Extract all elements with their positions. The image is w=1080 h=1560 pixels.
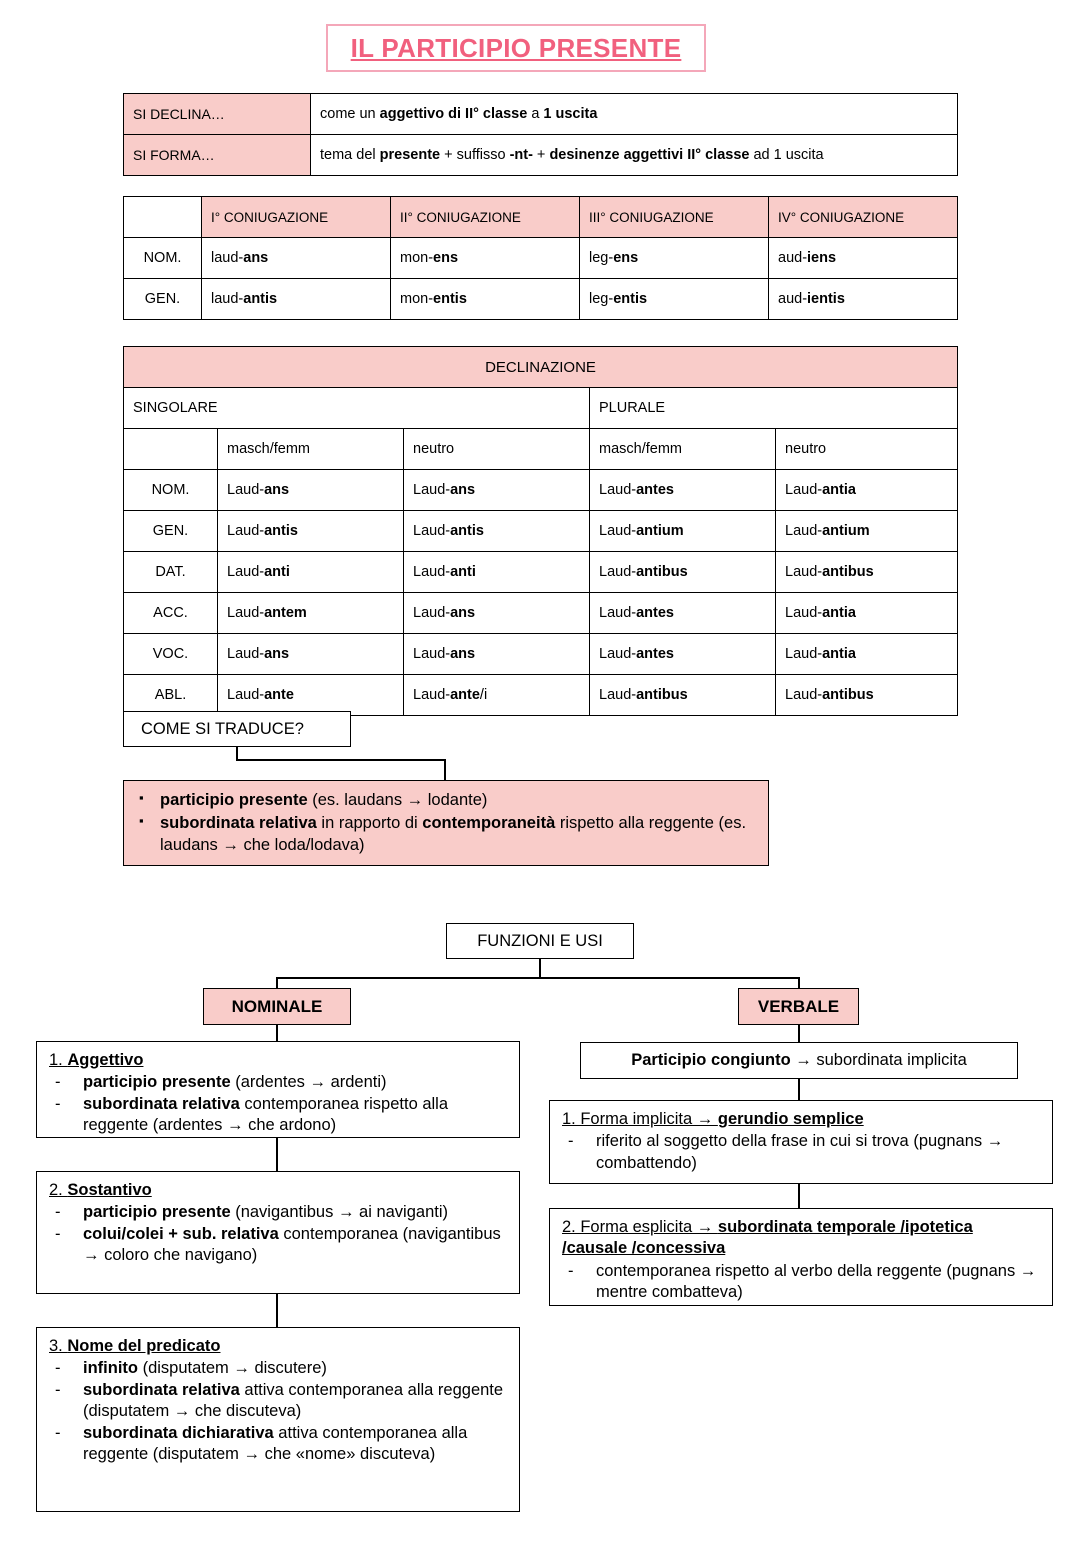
box-nominale <box>203 988 351 1025</box>
stem: laud- <box>211 291 244 307</box>
text-fragment-bold: aggettivo di II° classe <box>379 106 528 122</box>
text-fragment: rispetto alla reggente (es. laudans → che loda/lodava) <box>160 813 747 854</box>
case-label: VOC. <box>124 634 218 675</box>
text-fragment-bold: subordinata relativa <box>83 1380 240 1399</box>
heading-number: 1. <box>49 1051 68 1069</box>
table-header-row <box>124 197 958 238</box>
case-label: ACC. <box>124 593 218 634</box>
box-come-si-traduce <box>123 711 351 747</box>
cell-form <box>769 238 958 279</box>
stem: Laud- <box>785 482 823 498</box>
stem: Laud- <box>785 646 823 662</box>
text-fragment-bold: participio presente <box>83 1073 231 1092</box>
text-fragment: contemporanea rispetto al verbo della reggente (pugnans → mentre combatteva) <box>596 1261 1037 1302</box>
cell-form <box>218 634 404 675</box>
stem: Laud- <box>413 564 451 580</box>
page-title-box <box>326 24 706 72</box>
text-fragment: + suffisso <box>440 147 510 163</box>
text-fragment-bold: subordinata relativa <box>160 813 317 832</box>
list-item <box>562 1261 1042 1304</box>
table-row <box>124 511 958 552</box>
case-label: GEN. <box>124 511 218 552</box>
table-row <box>124 634 958 675</box>
stem: Laud- <box>599 646 637 662</box>
list-item <box>160 813 756 857</box>
cell-form <box>580 238 769 279</box>
stem: Laud- <box>785 523 823 539</box>
table-header-row <box>124 429 958 470</box>
list-item <box>160 790 756 812</box>
ending: anti <box>264 564 290 580</box>
list-item <box>49 1202 509 1223</box>
table-row <box>124 279 958 320</box>
stem: Laud- <box>785 564 823 580</box>
ending: antia <box>822 482 856 498</box>
heading-text-bold: subordinata temporale /ipotetica /causale /concessiva <box>562 1218 973 1258</box>
stem: Laud- <box>785 687 823 703</box>
ending: antes <box>636 646 674 662</box>
text-fragment-bold: desinenze aggettivi II° classe <box>549 147 750 163</box>
table-row <box>124 238 958 279</box>
table-number-row <box>124 388 958 429</box>
page-title: IL PARTICIPIO PRESENTE <box>350 32 682 63</box>
box-funzioni-e-usi <box>446 923 634 959</box>
list-item <box>49 1380 509 1423</box>
table-declina-forma <box>123 93 958 176</box>
connector-aggettivo-sostantivo <box>276 1138 278 1171</box>
text-fragment-bold: infinito <box>83 1359 138 1378</box>
stem: Laud- <box>413 605 451 621</box>
box-traduzione-content <box>123 780 769 866</box>
ending: antes <box>636 482 674 498</box>
header-plur-maschfemm: masch/femm <box>590 429 776 470</box>
text-fragment-bold: colui/colei + sub. relativa <box>83 1224 279 1243</box>
box-aggettivo <box>36 1041 520 1138</box>
ending: antium <box>822 523 870 539</box>
cell-form <box>218 511 404 552</box>
heading-text: 1. Forma implicita → <box>562 1110 718 1128</box>
ending: ante <box>450 687 480 703</box>
heading-text-bold: gerundio semplice <box>717 1110 864 1128</box>
stem: Laud- <box>413 523 451 539</box>
table-title-row <box>124 347 958 388</box>
list-item <box>562 1131 1042 1174</box>
box-participio-congiunto <box>580 1042 1018 1079</box>
row-value-si-declina <box>311 94 958 135</box>
heading-text: Aggettivo <box>67 1051 144 1069</box>
text-fragment: tema del <box>320 147 380 163</box>
header-coniugazione-2: II° CONIUGAZIONE <box>391 197 580 238</box>
list-item <box>49 1358 509 1379</box>
text-fragment-bold: subordinata dichiarativa <box>83 1423 274 1442</box>
text-fragment-bold: Participio congiunto <box>631 1051 791 1069</box>
ending: ens <box>613 250 639 266</box>
stem: Laud- <box>599 687 637 703</box>
case-label: ABL. <box>124 675 218 716</box>
suffix: /i <box>479 687 488 703</box>
ending: antibus <box>636 687 688 703</box>
stem: Laud- <box>413 687 451 703</box>
header-empty <box>124 429 218 470</box>
text-fragment: (ardentes → ardenti) <box>230 1073 387 1092</box>
text-fragment: attiva contemporanea alla reggente (disputatem → che «nome» discuteva) <box>83 1423 468 1464</box>
stem: Laud- <box>599 564 637 580</box>
box-forma-implicita <box>549 1100 1053 1184</box>
stem: Laud- <box>227 605 265 621</box>
heading-aggettivo <box>49 1050 509 1071</box>
cell-form <box>404 675 590 716</box>
table-row <box>124 593 958 634</box>
stem: Laud- <box>227 646 265 662</box>
heading-text: Nome del predicato <box>67 1337 221 1355</box>
header-coniugazione-3: III° CONIUGAZIONE <box>580 197 769 238</box>
label-verbale: VERBALE <box>757 996 840 1016</box>
text-fragment-bold: participio presente <box>83 1203 231 1222</box>
cell-form <box>590 675 776 716</box>
stem: leg- <box>589 250 614 266</box>
stem: Laud- <box>227 523 265 539</box>
label-funzioni-e-usi: FUNZIONI E USI <box>477 931 603 950</box>
cell-form <box>590 634 776 675</box>
header-sing-maschfemm: masch/femm <box>218 429 404 470</box>
connector-verbale-down <box>798 1025 800 1042</box>
table-coniugazioni <box>123 196 958 320</box>
cell-form <box>202 238 391 279</box>
stem: Laud- <box>227 482 265 498</box>
ending: ans <box>450 646 476 662</box>
stem: Laud- <box>599 482 637 498</box>
heading-nome-del-predicato <box>49 1336 509 1357</box>
stem: mon- <box>400 250 434 266</box>
ending: ans <box>243 250 269 266</box>
cell-form <box>590 470 776 511</box>
stem: Laud- <box>413 482 451 498</box>
connector-funzioni-bar <box>276 977 800 979</box>
connector-implicita-esplicita <box>798 1184 800 1208</box>
connector-nominale-down <box>276 1025 278 1042</box>
text-fragment: → subordinata implicita <box>790 1051 967 1069</box>
heading-number: 3. <box>49 1337 68 1355</box>
table-row <box>124 470 958 511</box>
stem: mon- <box>400 291 434 307</box>
label-participio-congiunto <box>631 1051 967 1070</box>
cell-form <box>590 593 776 634</box>
text-fragment-bold: -nt- <box>509 147 533 163</box>
text-fragment: contemporanea rispetto alla reggente (ardentes → che ardono) <box>83 1094 449 1135</box>
cell-form <box>776 552 958 593</box>
heading-text: Sostantivo <box>67 1181 152 1199</box>
stem: laud- <box>211 250 244 266</box>
stem: leg- <box>589 291 614 307</box>
heading-text: 2. Forma esplicita → <box>562 1218 718 1236</box>
text-fragment: + <box>532 147 550 163</box>
label-come-si-traduce: COME SI TRADUCE? <box>141 719 304 738</box>
table-row <box>124 94 958 135</box>
box-sostantivo <box>36 1171 520 1294</box>
text-fragment-bold: participio presente <box>160 791 308 809</box>
text-fragment: in rapporto di <box>316 813 423 832</box>
case-label: NOM. <box>124 238 202 279</box>
ending: antis <box>243 291 278 307</box>
text-fragment: (disputatem → discutere) <box>137 1359 327 1378</box>
cell-form <box>776 593 958 634</box>
ending: antibus <box>822 564 874 580</box>
case-label: DAT. <box>124 552 218 593</box>
cell-form <box>218 675 404 716</box>
list-item <box>49 1224 509 1267</box>
table-declinazione <box>123 346 958 716</box>
ending: antium <box>636 523 684 539</box>
ending: anti <box>450 564 476 580</box>
heading-sostantivo <box>49 1180 509 1201</box>
text-fragment: (navigantibus → ai naviganti) <box>230 1203 448 1222</box>
cell-form <box>404 593 590 634</box>
cell-form <box>776 511 958 552</box>
cell-form <box>580 279 769 320</box>
cell-form <box>404 511 590 552</box>
box-nome-del-predicato <box>36 1327 520 1512</box>
stem: aud- <box>778 250 808 266</box>
ending: antibus <box>636 564 688 580</box>
row-value-si-forma <box>311 135 958 176</box>
ending: entis <box>613 291 648 307</box>
cell-form <box>218 470 404 511</box>
ending: ans <box>450 605 476 621</box>
connector-come-horizontal <box>236 759 446 761</box>
text-fragment-bold: presente <box>379 147 441 163</box>
header-sing-neutro: neutro <box>404 429 590 470</box>
connector-funzioni-stem <box>539 959 541 979</box>
cell-form <box>590 511 776 552</box>
table-row <box>124 135 958 176</box>
text-fragment: contemporanea (navigantibus → coloro che navigano) <box>83 1224 501 1265</box>
cell-form <box>202 279 391 320</box>
text-fragment: ad 1 uscita <box>749 147 824 163</box>
ending: ans <box>264 482 290 498</box>
label-nominale: NOMINALE <box>231 996 323 1016</box>
cell-form <box>776 675 958 716</box>
list-item <box>49 1094 509 1137</box>
text-fragment-bold: contemporaneità <box>422 813 556 832</box>
label-plurale: PLURALE <box>590 388 958 429</box>
case-label: NOM. <box>124 470 218 511</box>
ending: entis <box>433 291 467 307</box>
ending: antibus <box>822 687 874 703</box>
ending: antis <box>450 523 484 539</box>
cell-form <box>776 470 958 511</box>
row-label-si-declina: SI DECLINA… <box>124 94 311 135</box>
ending: ens <box>433 250 459 266</box>
table-row <box>124 675 958 716</box>
cell-form <box>404 470 590 511</box>
ending: antis <box>264 523 298 539</box>
cell-form <box>218 593 404 634</box>
text-fragment-bold: 1 uscita <box>543 106 598 122</box>
stem: Laud- <box>227 687 265 703</box>
heading-forma-implicita <box>562 1109 1042 1130</box>
header-empty <box>124 197 202 238</box>
table-row <box>124 552 958 593</box>
list-item <box>49 1423 509 1466</box>
label-singolare: SINGOLARE <box>124 388 590 429</box>
connector-congiunto-down <box>798 1079 800 1100</box>
text-fragment-bold: subordinata relativa <box>83 1094 240 1113</box>
header-coniugazione-4: IV° CONIUGAZIONE <box>769 197 958 238</box>
stem: Laud- <box>785 605 823 621</box>
box-verbale <box>738 988 859 1025</box>
ending: iens <box>807 250 837 266</box>
ending: antia <box>822 605 856 621</box>
stem: Laud- <box>413 646 451 662</box>
table-title-declinazione: DECLINAZIONE <box>124 347 958 388</box>
ending: ientis <box>807 291 845 307</box>
cell-form <box>391 279 580 320</box>
ending: ante <box>264 687 294 703</box>
cell-form <box>776 634 958 675</box>
connector-sostantivo-nomepredicato <box>276 1294 278 1327</box>
stem: aud- <box>778 291 808 307</box>
header-plur-neutro: neutro <box>776 429 958 470</box>
ending: antem <box>264 605 307 621</box>
stem: Laud- <box>599 523 637 539</box>
cell-form <box>391 238 580 279</box>
ending: antia <box>822 646 856 662</box>
heading-number: 2. <box>49 1181 68 1199</box>
text-fragment: attiva contemporanea alla reggente (disputatem → che discuteva) <box>83 1380 504 1421</box>
heading-forma-esplicita <box>562 1217 1042 1260</box>
text-fragment: riferito al soggetto della frase in cui si trova (pugnans → combattendo) <box>596 1132 1004 1172</box>
case-label: GEN. <box>124 279 202 320</box>
cell-form <box>404 552 590 593</box>
ending: ans <box>450 482 476 498</box>
list-item <box>49 1072 509 1093</box>
connector-come-vertical-2 <box>444 759 446 780</box>
text-fragment: come un <box>320 106 380 122</box>
stem: Laud- <box>599 605 637 621</box>
ending: antes <box>636 605 674 621</box>
cell-form <box>769 279 958 320</box>
row-label-si-forma: SI FORMA… <box>124 135 311 176</box>
cell-form <box>218 552 404 593</box>
text-fragment: (es. laudans → lodante) <box>307 791 488 809</box>
header-coniugazione-1: I° CONIUGAZIONE <box>202 197 391 238</box>
cell-form <box>404 634 590 675</box>
stem: Laud- <box>227 564 265 580</box>
text-fragment: a <box>527 106 544 122</box>
cell-form <box>590 552 776 593</box>
box-forma-esplicita <box>549 1208 1053 1306</box>
ending: ans <box>264 646 290 662</box>
